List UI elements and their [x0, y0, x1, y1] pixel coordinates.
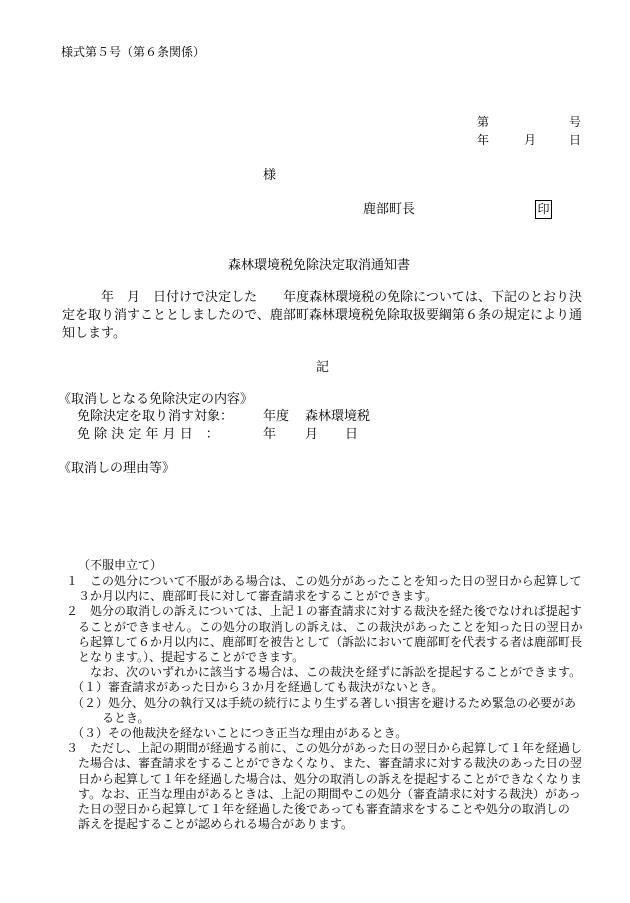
notice-line: （１）審査請求があった日から３か月を経過しても裁決がないとき。 — [66, 680, 444, 695]
section1-heading: 《取消しとなる免除決定の内容》 — [58, 392, 254, 407]
section2-heading: 《取消しの理由等》 — [58, 461, 176, 476]
date-day: 日 — [569, 133, 582, 147]
target-label: 免除決定を取り消す対象： — [77, 409, 234, 424]
decision-date-label: 免 除 決 定 年 月 日 ： — [77, 427, 219, 442]
number-prefix: 第 — [477, 115, 490, 129]
decision-year: 年 — [263, 427, 277, 442]
target-value: 森林環境税 — [305, 409, 371, 424]
addressee-honorific: 様 — [263, 168, 277, 183]
notice-line: １ この処分について不服がある場合は、この処分があったことを知った日の翌日から起算して — [66, 574, 582, 588]
issuer-name: 鹿部町長 — [363, 202, 416, 217]
appeal-notice — [66, 574, 586, 832]
date-year: 年 — [477, 133, 490, 147]
notice-line: るとき。 — [66, 710, 150, 725]
date-month: 月 — [524, 133, 537, 147]
notice-line: ら起算して６か月以内に、鹿部町を被告として（訴訟において鹿部町を代表する者は鹿部町長 — [66, 634, 583, 649]
form-reference: 様式第５号（第６条関係） — [61, 45, 206, 59]
notice-line: ３ ただし、上記の期間が経過する前に、この処分があった日の翌日から起算して１年を経過し — [66, 741, 582, 756]
notice-line: 日から起算して１年を経過した場合は、処分の取消しの訴えを提起することができなくなりま — [66, 771, 583, 786]
decision-month: 月 — [305, 427, 319, 442]
notice-line: となります。）、提起することができます。 — [66, 650, 305, 665]
notice-line: なお、次のいずれかに該当する場合は、この裁決を経ずに訴訟を提起することができます。 — [66, 665, 582, 680]
notice-line: た場合は、審査請求をすることができなくなり、また、審査請求に対する裁決のあった日の翌 — [66, 756, 582, 771]
decision-day: 日 — [345, 427, 359, 442]
notice-line: 訴えを提起することが認められる場合があります。 — [66, 817, 354, 832]
notice-line: す。なお、正当な理由があるときは、上記の期間やこの処分（審査請求に対する裁決）があっ — [66, 786, 581, 801]
number-suffix: 号 — [569, 115, 582, 129]
target-year: 年度 — [263, 409, 290, 424]
seal-mark: 印 — [535, 200, 552, 219]
document-title: 森林環境税免除決定取消通知書 — [228, 258, 411, 273]
notice-line: ３か月以内に、鹿部町長に対して審査請求をすることができます。 — [66, 589, 438, 604]
notice-line: ２ 処分の取消しの訴えについては、上記１の審査請求に対する裁決を経た後でなければ提起す — [66, 604, 582, 619]
appeal-heading: （不服申立て） — [78, 558, 163, 572]
body-paragraph: 年 月 日付けで決定した 年度森林環境税の免除については、下記のとおり決定を取り消すこととしましたので、鹿部町森林環境税免除取扱要綱第６条の規定により通知します。 — [62, 290, 582, 341]
notice-line: （３）その他裁決を経ないことにつき正当な理由があるとき。 — [66, 726, 408, 741]
notice-line: た日の翌日から起算して１年を経過した後であっても審査請求をすることや処分の取消しの — [66, 802, 570, 817]
notice-line: （２）処分、処分の執行又は手続の続行により生ずる著しい損害を避けるため緊急の必要があ — [66, 695, 577, 710]
ki-heading: 記 — [316, 360, 330, 375]
notice-line: ることができません。この処分の取消しの訴えは、この裁決があったことを知った日の翌日か — [66, 619, 583, 634]
